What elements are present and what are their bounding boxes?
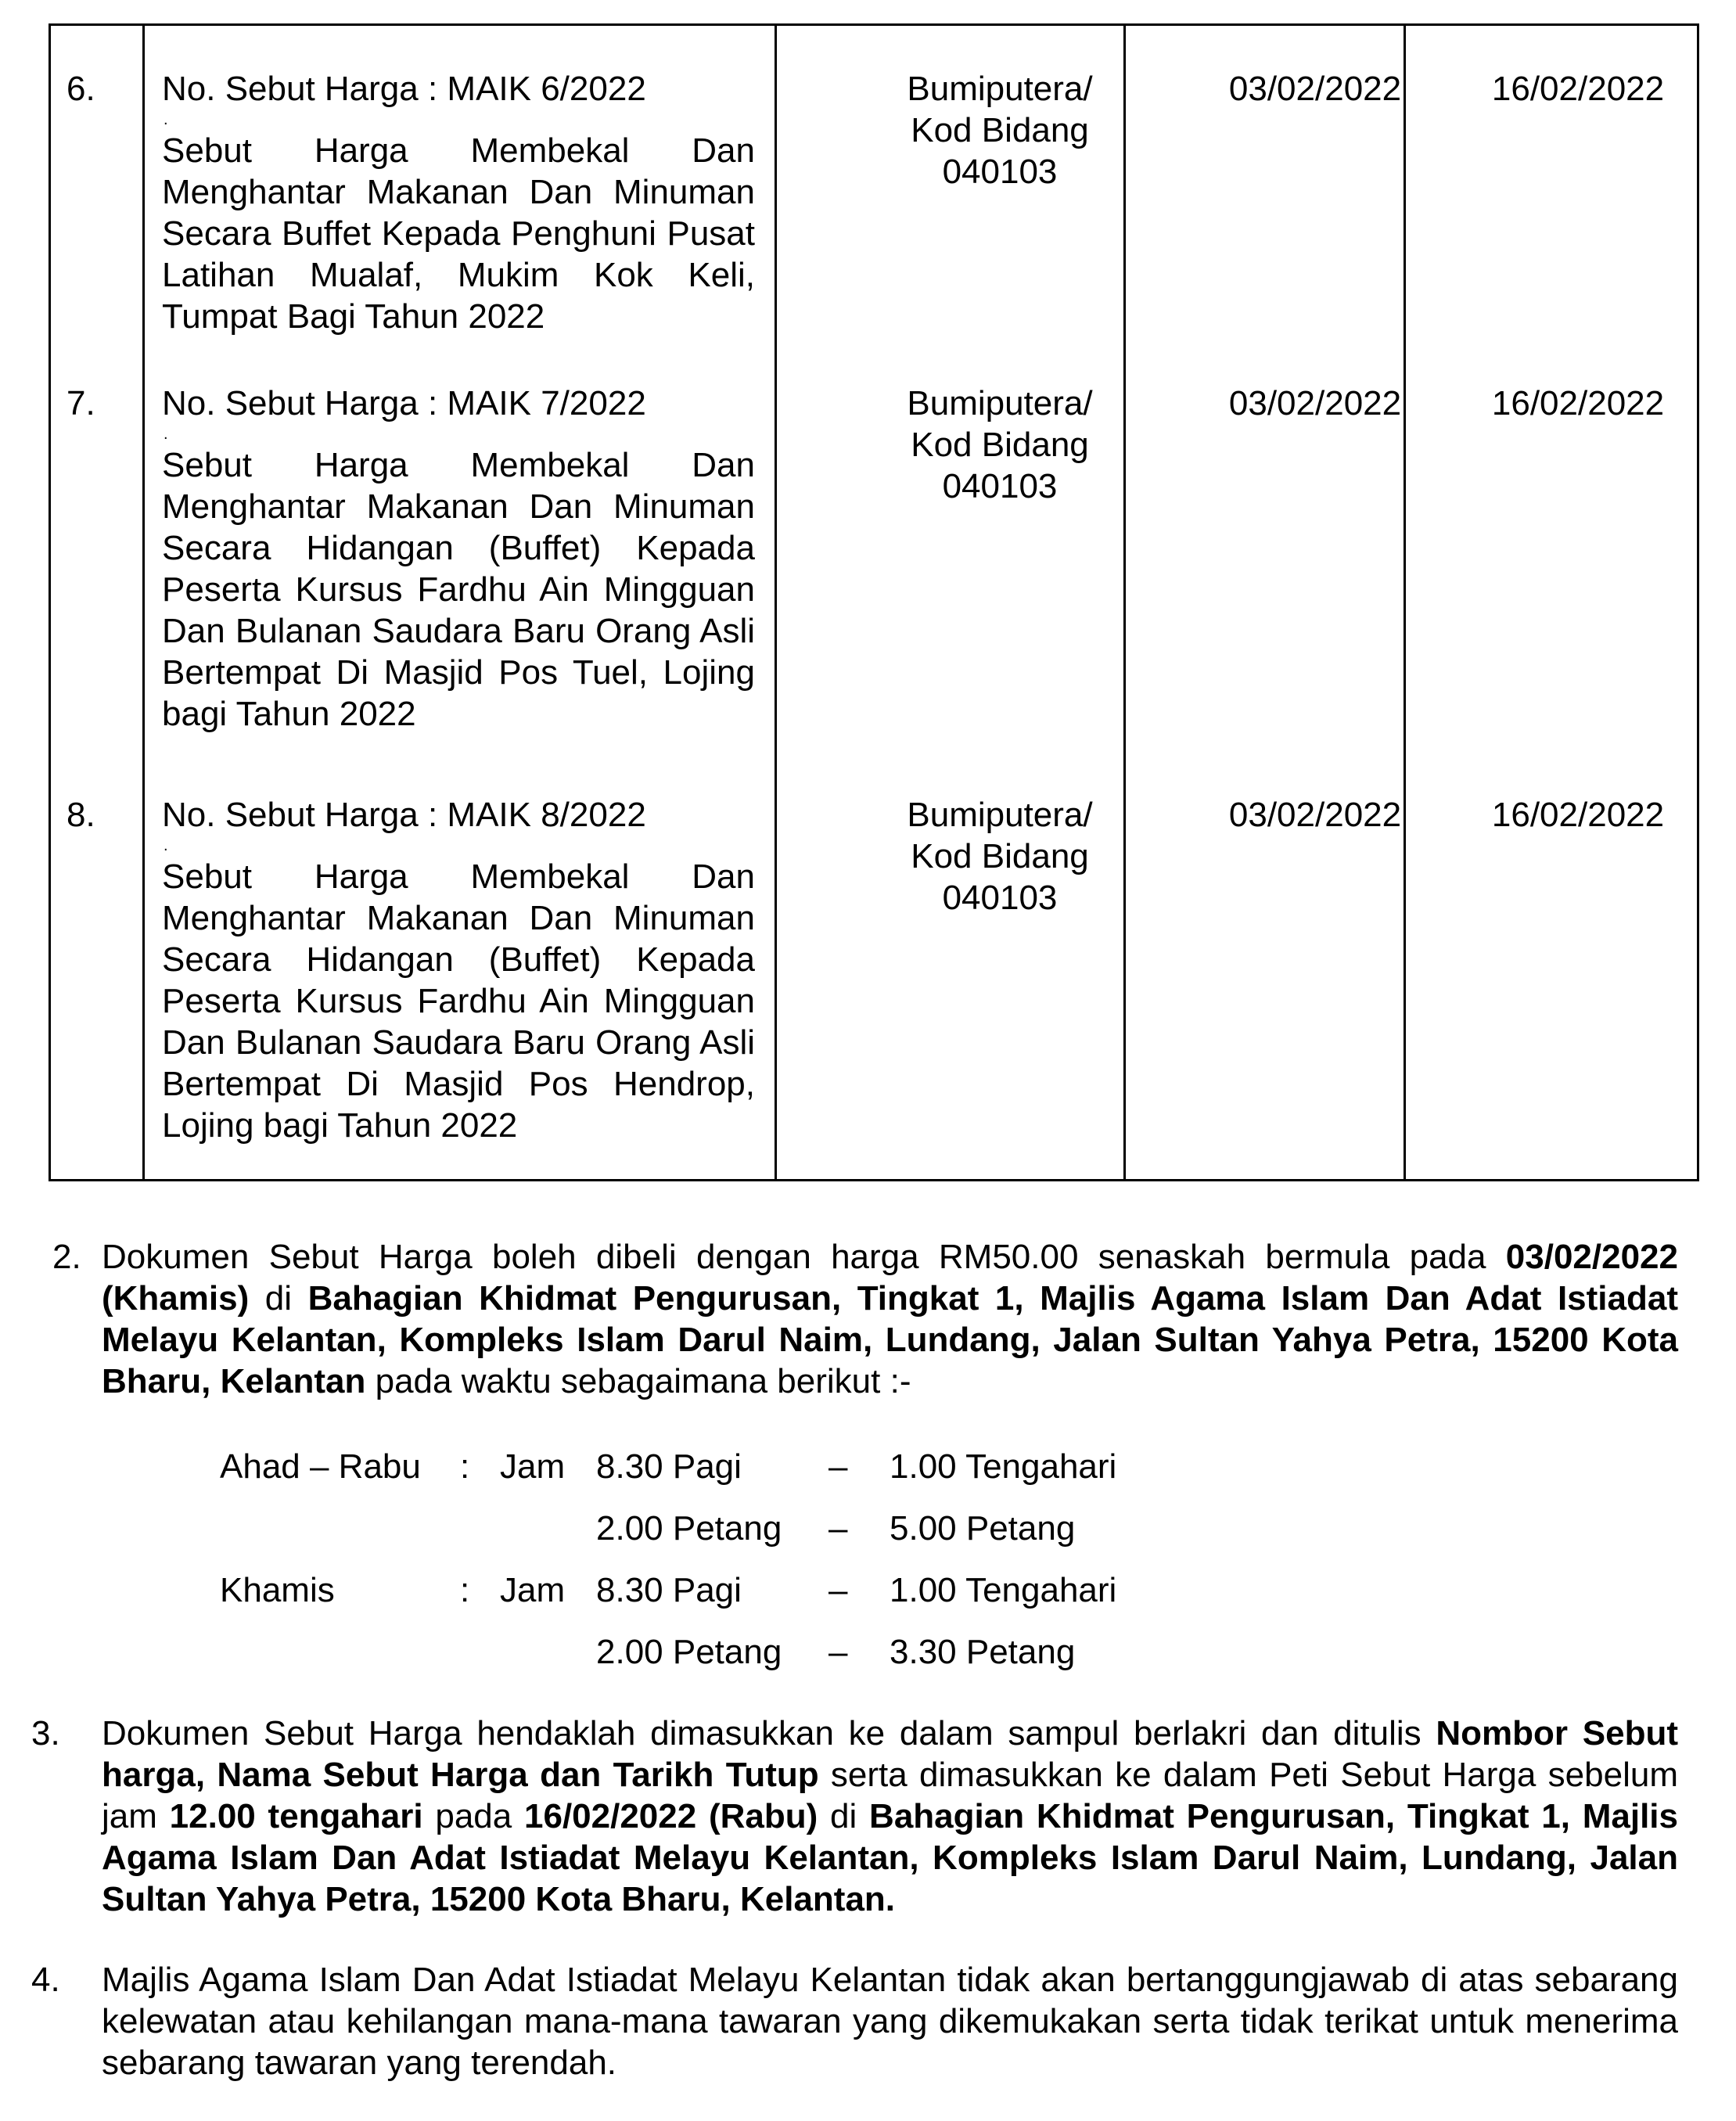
quotation-table (49, 23, 1699, 1181)
paragraph-disclaimer: Majlis Agama Islam Dan Adat Istiadat Melayu Kelantan tidak akan bertanggungjawab di atas sebarang kelewatan atau kehilangan mana-mana tawaran yang dikemukakan serta tidak terikat untuk menerima sebarang tawaran yang terendah. (102, 1961, 1678, 2082)
paragraph-number: 2. (52, 1238, 81, 1276)
category-line: Kod Bidang (911, 111, 1089, 149)
paragraph-submission-info (102, 1713, 1678, 1920)
category-line: Kod Bidang (911, 837, 1089, 875)
category-line: Bumiputera/ (907, 70, 1093, 108)
schedule-dash: – (828, 1509, 848, 1548)
quotation-ref: No. Sebut Harga : MAIK 8/2022 (162, 796, 646, 834)
quotation-title: Sebut Harga Membekal Dan Menghantar Makanan Dan Minuman Secara Hidangan (Buffet) Kepada Peserta Kursus Fardhu Ain Mingguan Dan Bulanan Saudara Baru Orang Asli Bertempat Di Masjid Pos Tuel, Lojing bagi Tahun 2022 (162, 446, 755, 733)
dot-mark: . (164, 426, 168, 443)
open-date: 03/02/2022 (1228, 384, 1402, 422)
column-divider (142, 26, 145, 1179)
paragraph-bold: 12.00 tengahari (169, 1797, 423, 1835)
close-date: 16/02/2022 (1491, 384, 1665, 422)
paragraph-text: pada (422, 1797, 524, 1835)
schedule-jam: Jam (500, 1571, 566, 1609)
column-divider (1123, 26, 1126, 1179)
row-number: 6. (66, 70, 95, 108)
schedule-day: Khamis (220, 1571, 335, 1609)
close-date: 16/02/2022 (1491, 70, 1665, 108)
category-line: 040103 (942, 153, 1058, 191)
paragraph-text: pada waktu sebagaimana berikut :- (365, 1362, 911, 1400)
schedule-jam: Jam (500, 1447, 566, 1486)
paragraph-text: Dokumen Sebut Harga boleh dibeli dengan harga RM50.00 senaskah bermula pada (102, 1238, 1506, 1276)
paragraph-bold: 16/02/2022 (Rabu) (524, 1797, 818, 1835)
schedule-dash: – (828, 1447, 848, 1486)
category-line: Kod Bidang (911, 426, 1089, 464)
quotation-ref: No. Sebut Harga : MAIK 6/2022 (162, 70, 646, 108)
row-number: 7. (66, 384, 95, 422)
paragraph-text: di (249, 1279, 308, 1318)
row-category (825, 383, 1174, 507)
close-date: 16/02/2022 (1491, 796, 1665, 834)
category-line: 040103 (942, 879, 1058, 917)
schedule-to: 1.00 Tengahari (890, 1571, 1117, 1609)
schedule-day: Ahad – Rabu (220, 1447, 421, 1486)
quotation-title: Sebut Harga Membekal Dan Menghantar Makanan Dan Minuman Secara Buffet Kepada Penghuni Pusat Latihan Mualaf, Mukim Kok Keli, Tumpat Bagi Tahun 2022 (162, 131, 755, 336)
schedule-dash: – (828, 1633, 848, 1671)
schedule-from: 8.30 Pagi (596, 1447, 742, 1486)
paragraph-number: 4. (31, 1961, 60, 1999)
column-divider (1404, 26, 1406, 1179)
schedule-to: 3.30 Petang (890, 1633, 1076, 1671)
row-description (162, 68, 755, 337)
open-date: 03/02/2022 (1228, 70, 1402, 108)
dot-mark: . (164, 111, 168, 128)
row-description (162, 794, 755, 1146)
dot-mark: . (164, 837, 168, 854)
category-line: 040103 (942, 467, 1058, 505)
category-line: Bumiputera/ (907, 796, 1093, 834)
schedule-to: 5.00 Petang (890, 1509, 1076, 1548)
paragraph-bold: 03/02/2022 (Khamis) (102, 1238, 1678, 1318)
paragraph-purchase-info (102, 1236, 1678, 1402)
paragraph-bold: Bahagian Khidmat Pengurusan, Tingkat 1, Majlis Agama Islam Dan Adat Istiadat Melayu Kelantan, Kompleks Islam Darul Naim, Lundang, Jalan Sultan Yahya Petra, 15200 Kota Bharu, Kelantan. (102, 1797, 1678, 1918)
row-category (825, 68, 1174, 192)
schedule-to: 1.00 Tengahari (890, 1447, 1117, 1486)
schedule-colon: : (460, 1571, 470, 1609)
paragraph-text: serta dimasukkan ke dalam Peti Sebut Harga sebelum jam (102, 1756, 1678, 1835)
schedule-from: 2.00 Petang (596, 1509, 782, 1548)
quotation-title: Sebut Harga Membekal Dan Menghantar Makanan Dan Minuman Secara Hidangan (Buffet) Kepada Peserta Kursus Fardhu Ain Mingguan Dan Bulanan Saudara Baru Orang Asli Bertempat Di Masjid Pos Hendrop, Lojing bagi Tahun 2022 (162, 857, 755, 1145)
paragraph-bold: Nombor Sebut harga, Nama Sebut Harga dan Tarikh Tutup (102, 1714, 1679, 1794)
paragraph-text: di (818, 1797, 870, 1835)
category-line: Bumiputera/ (907, 384, 1093, 422)
row-category (825, 794, 1174, 919)
row-number: 8. (66, 796, 95, 834)
column-divider (775, 26, 777, 1179)
schedule-colon: : (460, 1447, 470, 1486)
row-description (162, 383, 755, 735)
open-date: 03/02/2022 (1228, 796, 1402, 834)
schedule-dash: – (828, 1571, 848, 1609)
paragraph-text: Dokumen Sebut Harga hendaklah dimasukkan ke dalam sampul berlakri dan ditulis (102, 1714, 1436, 1753)
paragraph-bold: Bahagian Khidmat Pengurusan, Tingkat 1, Majlis Agama Islam Dan Adat Istiadat Melayu Kelantan, Kompleks Islam Darul Naim, Lundang, Jalan Sultan Yahya Petra, 15200 Kota Bharu, Kelantan (102, 1279, 1678, 1400)
quotation-ref: No. Sebut Harga : MAIK 7/2022 (162, 384, 646, 422)
paragraph-number: 3. (31, 1714, 60, 1753)
schedule-from: 2.00 Petang (596, 1633, 782, 1671)
schedule-from: 8.30 Pagi (596, 1571, 742, 1609)
